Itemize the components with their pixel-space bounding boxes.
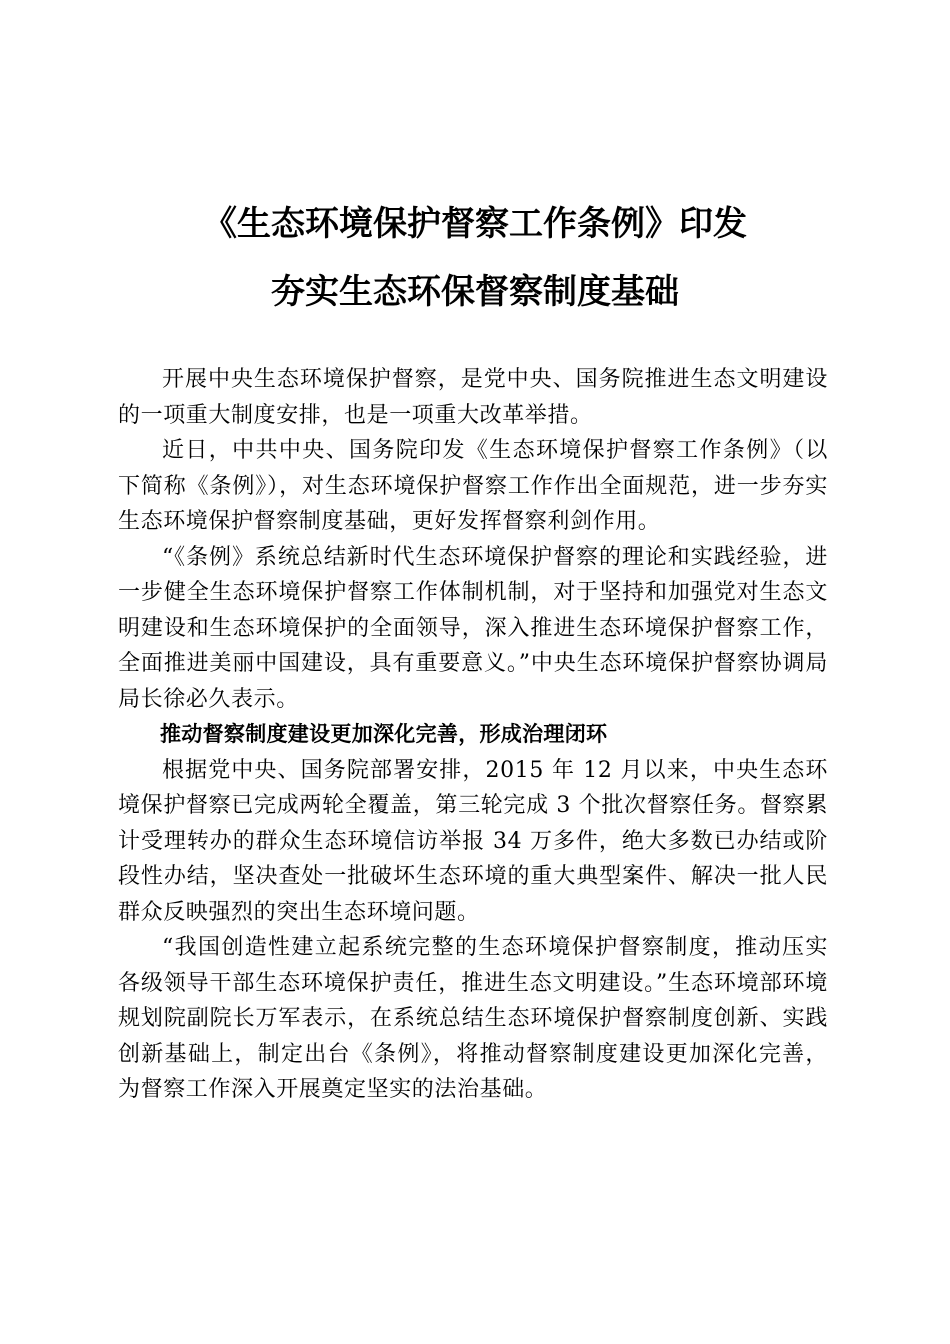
paragraph-announcement: 近日，中共中央、国务院印发《生态环境保护督察工作条例》（以下简称《条例》），对生态环境保护督察工作作出全面规范，进一步夯实生态环境保护督察制度基础，更好发挥督察利剑作用。: [118, 438, 828, 534]
title-line-1: 《生态环境保护督察工作条例》印发: [203, 204, 747, 244]
document-title: [100, 190, 850, 326]
section-subheading: 推动督察制度建设更加深化完善，形成治理闭环: [160, 722, 608, 746]
paragraph-intro: 开展中央生态环境保护督察，是党中央、国务院推进生态文明建设的一项重大制度安排，也是一项重大改革举措。: [118, 367, 828, 428]
title-line-2: 夯实生态环保督察制度基础: [271, 272, 679, 312]
paragraph-progress: 根据党中央、国务院部署安排，2015 年 12 月以来，中央生态环境保护督察已完成两轮全覆盖，第三轮完成 3 个批次督察任务。督察累计受理转办的群众生态环境信访举报 34 万多件，绝大多数已办结或阶段性办结，坚决查处一批破坏生态环境的重大典型案件、解决一批人民群众反映强烈的突出生态环境问题。: [118, 757, 828, 925]
paragraph-quote-wan: “我国创造性建立起系统完整的生态环境保护督察制度，推动压实各级领导干部生态环境保护责任，推进生态文明建设。”生态环境部环境规划院副院长万军表示，在系统总结生态环境保护督察制度创新、实践创新基础上，制定出台《条例》，将推动督察制度建设更加深化完善，为督察工作深入开展奠定坚实的法治基础。: [118, 935, 828, 1102]
document-body: [118, 362, 828, 1108]
paragraph-quote-xu: “《条例》系统总结新时代生态环境保护督察的理论和实践经验，进一步健全生态环境保护督察工作体制机制，对于坚持和加强党对生态文明建设和生态环境保护的全面领导，深入推进生态环境保护督察工作，全面推进美丽中国建设，具有重要意义。”中央生态环境保护督察协调局局长徐必久表示。: [118, 544, 828, 712]
